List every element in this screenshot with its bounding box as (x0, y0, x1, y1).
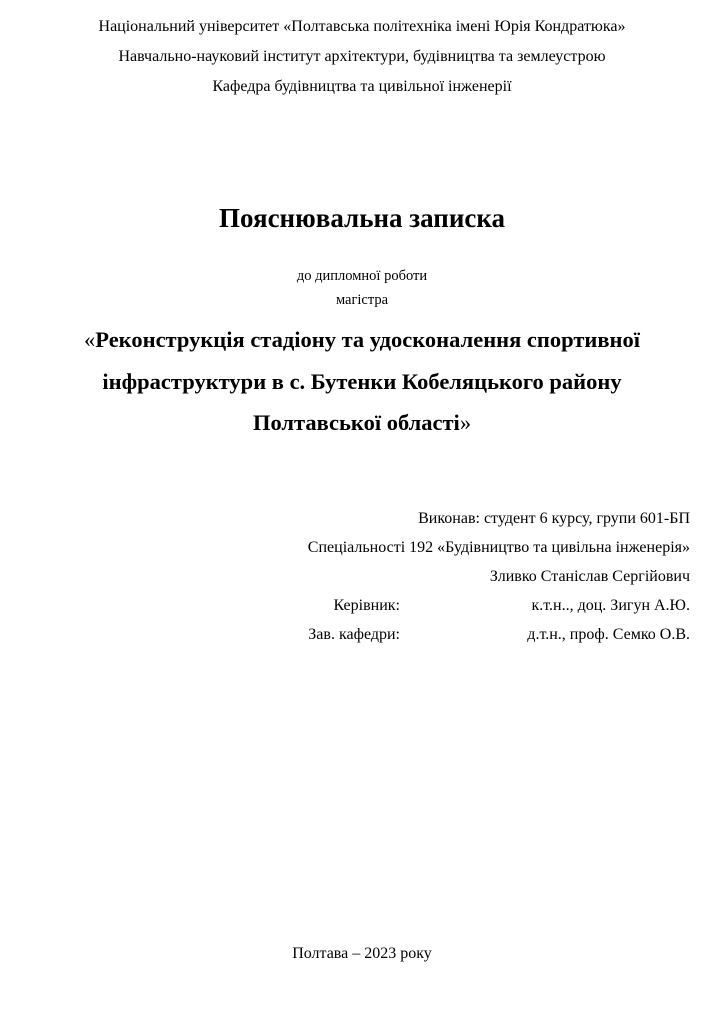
document-subtitle-1: до дипломної роботи (296, 268, 428, 284)
project-title-line-2: інфраструктури в с. Бутенки Кобеляцького району (102, 369, 622, 394)
head-of-department-label: Зав. кафедри: (308, 626, 400, 643)
supervisor-value: к.т.н.., доц. Зигун А.Ю. (531, 597, 690, 614)
specialty: Спеціальності 192 «Будівництво та цивільна інженерія» (307, 539, 690, 556)
institute-name: Навчально-науковий інститут архітектури, будівництва та землеустрою (118, 48, 606, 65)
university-name: Національний університет «Полтавська політехніка імені Юрія Кондратюка» (98, 18, 626, 35)
project-title-line-1 (0, 327, 724, 353)
performed-by: Виконав: студент 6 курсу, групи 601-БП (418, 510, 690, 527)
head-of-department-value: д.т.н., проф. Семко О.В. (527, 626, 690, 643)
open-quote: « (84, 327, 96, 352)
city-year-footer: Полтава – 2023 року (292, 945, 432, 962)
student-name: Зливко Станіслав Сергійович (489, 568, 690, 585)
project-title-text-3: Полтавської області (252, 410, 460, 435)
document-subtitle-2: магістра (335, 292, 389, 308)
supervisor-label: Керівник: (333, 597, 400, 614)
department-name: Кафедра будівництва та цивільної інженерії (212, 78, 512, 95)
close-quote: » (459, 410, 472, 435)
project-title-line-3 (0, 410, 724, 436)
project-title-text-1: Реконструкція стадіону та удосконалення спортивної (95, 327, 640, 352)
document-title: Пояснювальна записка (218, 203, 506, 233)
